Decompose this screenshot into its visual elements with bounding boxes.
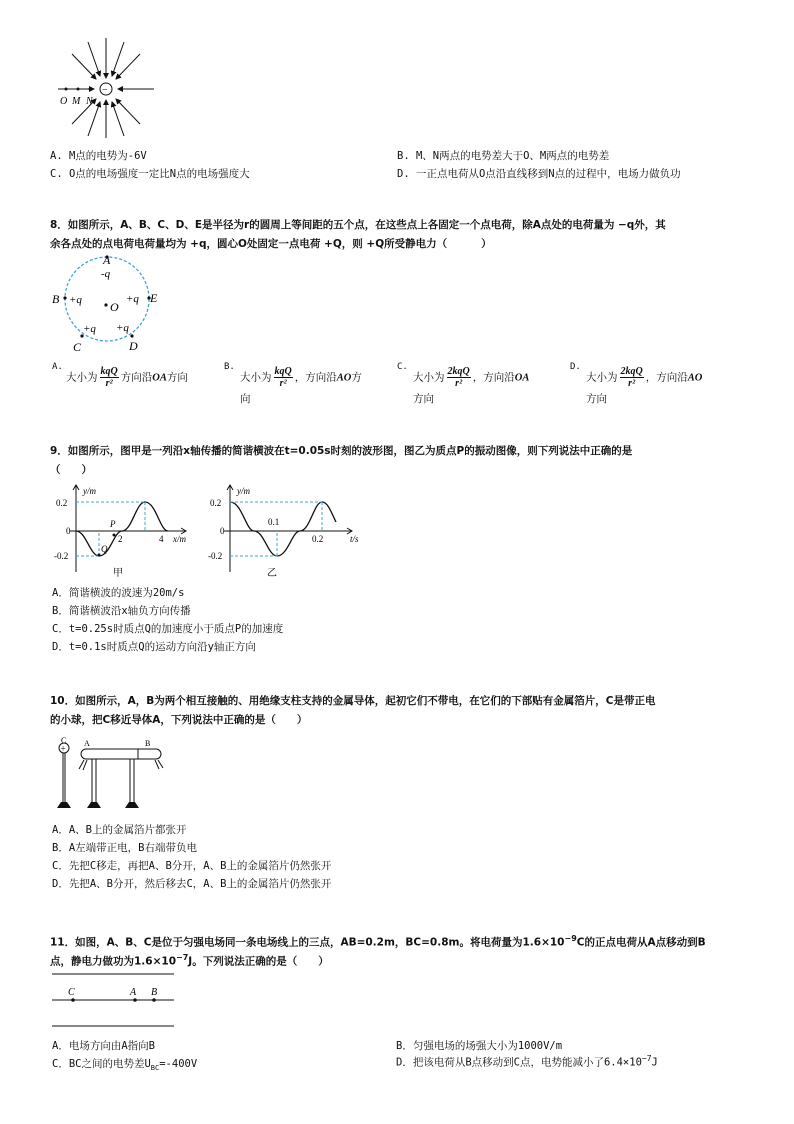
- stand-b-base: [125, 802, 139, 808]
- svg-text:A: A: [130, 987, 137, 998]
- q8-option-a[interactable]: 大小为 $\frac{\text{kqQ}}{\text{r²}}$ 方向沿OA方向: [66, 366, 188, 389]
- q11-line-figure: [50, 968, 180, 1030]
- svg-text:+q: +q: [126, 293, 139, 305]
- point-a: [133, 998, 137, 1002]
- point-n: [89, 88, 92, 91]
- charge-sign: −: [102, 85, 108, 96]
- q9-option-c[interactable]: C．t=0.25s时质点Q的加速度小于质点P的加速度: [52, 623, 284, 635]
- q8-option-b[interactable]: 大小为 $\frac{\text{kqQ}}{\text{r²}}$ ，方向沿AO方: [240, 366, 362, 389]
- q7-option-a[interactable]: A. M点的电势为-6V: [50, 150, 147, 162]
- svg-text:y/m: y/m: [83, 486, 96, 496]
- svg-text:0.2: 0.2: [312, 534, 324, 544]
- q10-option-a[interactable]: A．A、B上的金属箔片都张开: [52, 824, 187, 836]
- q8-option-d-wrap: 方向: [586, 393, 607, 405]
- svg-text:O: O: [110, 300, 119, 314]
- svg-text:0.2: 0.2: [56, 498, 68, 508]
- svg-text:B: B: [151, 987, 158, 998]
- svg-text:-q: -q: [101, 268, 111, 280]
- q8-option-a-letter[interactable]: A.: [52, 362, 63, 372]
- q8-option-b-wrap: 向: [240, 393, 251, 405]
- svg-text:+q: +q: [116, 322, 129, 334]
- q11-option-b[interactable]: B．匀强电场的场强大小为1000V/m: [396, 1040, 563, 1052]
- q11-stem-line2: 点，静电力做功为$1.6\times 10^{-7}J$。下列说法正确的是（ ）: [50, 953, 329, 968]
- svg-text:2: 2: [118, 534, 123, 544]
- q9-option-a[interactable]: A．简谐横波的波速为20m/s: [52, 587, 185, 599]
- q8-option-d-letter[interactable]: D.: [570, 362, 581, 372]
- stand-a-base: [87, 802, 101, 808]
- q10-option-c[interactable]: C．先把C移走，再把A、B分开，A、B上的金属箔片仍然张开: [52, 860, 332, 872]
- field-line-ssw: [88, 102, 100, 136]
- stand-c-base: [57, 802, 71, 808]
- q9-stem-line1: 9．如图所示，图甲是一列沿x轴传播的简谐横波在t=0.05s时刻的波形图，图乙为质点P的振动图像，则下列说法中正确的是: [50, 445, 633, 457]
- field-line-sse: [112, 102, 124, 136]
- q7-option-d[interactable]: D. 一正点电荷从O点沿直线移到N点的过程中，电场力做负功: [397, 168, 681, 180]
- foil-b-right: [158, 760, 163, 768]
- q7-option-b[interactable]: B. M、N两点的电势差大于O、M两点的电势差: [397, 150, 610, 162]
- q10-option-d[interactable]: D．先把A、B分开，然后移去C，A、B上的金属箔片仍然张开: [52, 878, 332, 890]
- svg-text:甲: 甲: [113, 568, 123, 579]
- conductor-ab: [81, 749, 161, 759]
- point-p: [113, 534, 116, 537]
- q9-option-d[interactable]: D．t=0.1s时质点Q的运动方向沿y轴正方向: [52, 641, 256, 653]
- svg-text:A: A: [103, 254, 111, 267]
- point-o: [65, 88, 68, 91]
- svg-text:0.2: 0.2: [210, 498, 222, 508]
- q9-stem-line2: （ ）: [50, 464, 92, 476]
- svg-text:A: A: [84, 739, 90, 748]
- point-b: [152, 998, 156, 1002]
- q7-option-c[interactable]: C. O点的电场强度一定比N点的电场强度大: [50, 168, 250, 180]
- svg-text:B: B: [52, 292, 60, 306]
- field-line-nnw: [88, 42, 100, 76]
- field-line-ne: [116, 54, 140, 79]
- q11-stem-line1: 11．如图，A、B、C是位于匀强电场同一条电场线上的三点，AB=0.2m，BC=0.8m。将电荷量为$1.6\times 10^{-9}C$的正点电荷从A点移动到B: [50, 934, 706, 949]
- svg-text:y/m: y/m: [237, 486, 250, 496]
- q9-option-b[interactable]: B．简谐横波沿x轴负方向传播: [52, 605, 191, 617]
- q11-option-a[interactable]: A．电场方向由A指向B: [52, 1040, 155, 1052]
- svg-text:0: 0: [220, 526, 225, 536]
- label-n: N: [86, 96, 93, 107]
- q9-wave-figure: [52, 482, 202, 582]
- q8-option-d[interactable]: 大小为 $\frac{\text{2kqQ}}{\text{r²}}$ ，方向沿AO: [586, 366, 703, 389]
- svg-text:4: 4: [159, 534, 164, 544]
- q8-circle-figure: [50, 254, 170, 354]
- svg-text:-0.2: -0.2: [54, 551, 69, 561]
- q11-option-d[interactable]: D．把该电荷从B点移动到C点，电势能减小了$6.4\times 10^{-7}J$: [396, 1054, 658, 1069]
- vibration-curve: [230, 502, 336, 556]
- svg-text:+: +: [60, 743, 66, 754]
- svg-text:B: B: [145, 739, 151, 748]
- field-line-se: [116, 99, 140, 124]
- svg-text:Q: Q: [101, 544, 108, 554]
- q9-vibration-figure: [206, 482, 366, 582]
- label-o: O: [60, 96, 68, 107]
- svg-text:乙: 乙: [267, 568, 277, 579]
- q8-option-b-letter[interactable]: B.: [224, 362, 235, 372]
- q10-option-b[interactable]: B．A左端带正电，B右端带负电: [52, 842, 197, 854]
- point-m: [77, 88, 80, 91]
- svg-text:C: C: [68, 987, 75, 998]
- svg-text:-0.2: -0.2: [208, 551, 223, 561]
- svg-text:+q: +q: [83, 323, 96, 335]
- q8-stem-line1: 8．如图所示，A、B、C、D、E是半径为r的圆周上等间距的五个点，在这些点上各固定一个点电荷，除A点处的电荷量为 −q外，其: [50, 219, 666, 231]
- q11-option-c[interactable]: C．BC之间的电势差$U_{BC}=-400V$: [52, 1058, 198, 1073]
- q7-field-figure: [50, 38, 170, 148]
- q8-option-c-wrap: 方向: [413, 393, 434, 405]
- q10-conductor-figure: [52, 736, 172, 812]
- svg-text:C: C: [73, 340, 82, 354]
- q10-stem-line1: 10．如图所示，A，B为两个相互接触的、用绝缘支柱支持的金属导体，起初它们不带电，在它们的下部贴有金属箔片，C是带正电: [50, 695, 656, 707]
- svg-text:0.1: 0.1: [268, 517, 280, 527]
- foil-a-left: [79, 760, 84, 769]
- point-c: [71, 998, 75, 1002]
- q10-stem-line2: 的小球，把C移近导体A，下列说法中正确的是（ ）: [50, 714, 308, 726]
- label-m: M: [72, 96, 81, 107]
- wave-curve: [76, 502, 168, 556]
- q8-option-c-letter[interactable]: C.: [397, 362, 408, 372]
- q8-stem-line2: 余各点处的点电荷电荷量均为 +q，圆心O处固定一点电荷 +Q，则 +Q所受静电力（ ）: [50, 238, 492, 250]
- svg-text:P: P: [110, 519, 116, 529]
- field-line-nne: [112, 42, 124, 76]
- svg-text:+q: +q: [69, 294, 82, 306]
- svg-text:C: C: [61, 736, 67, 745]
- q8-option-c[interactable]: 大小为 $\frac{\text{2kqQ}}{\text{r²}}$ ，方向沿OA: [413, 366, 530, 389]
- field-line-nw: [72, 54, 96, 79]
- svg-text:t/s: t/s: [350, 534, 359, 544]
- svg-text:E: E: [150, 291, 158, 305]
- svg-text:0: 0: [66, 526, 71, 536]
- svg-text:D: D: [129, 339, 138, 353]
- svg-text:x/m: x/m: [173, 534, 186, 544]
